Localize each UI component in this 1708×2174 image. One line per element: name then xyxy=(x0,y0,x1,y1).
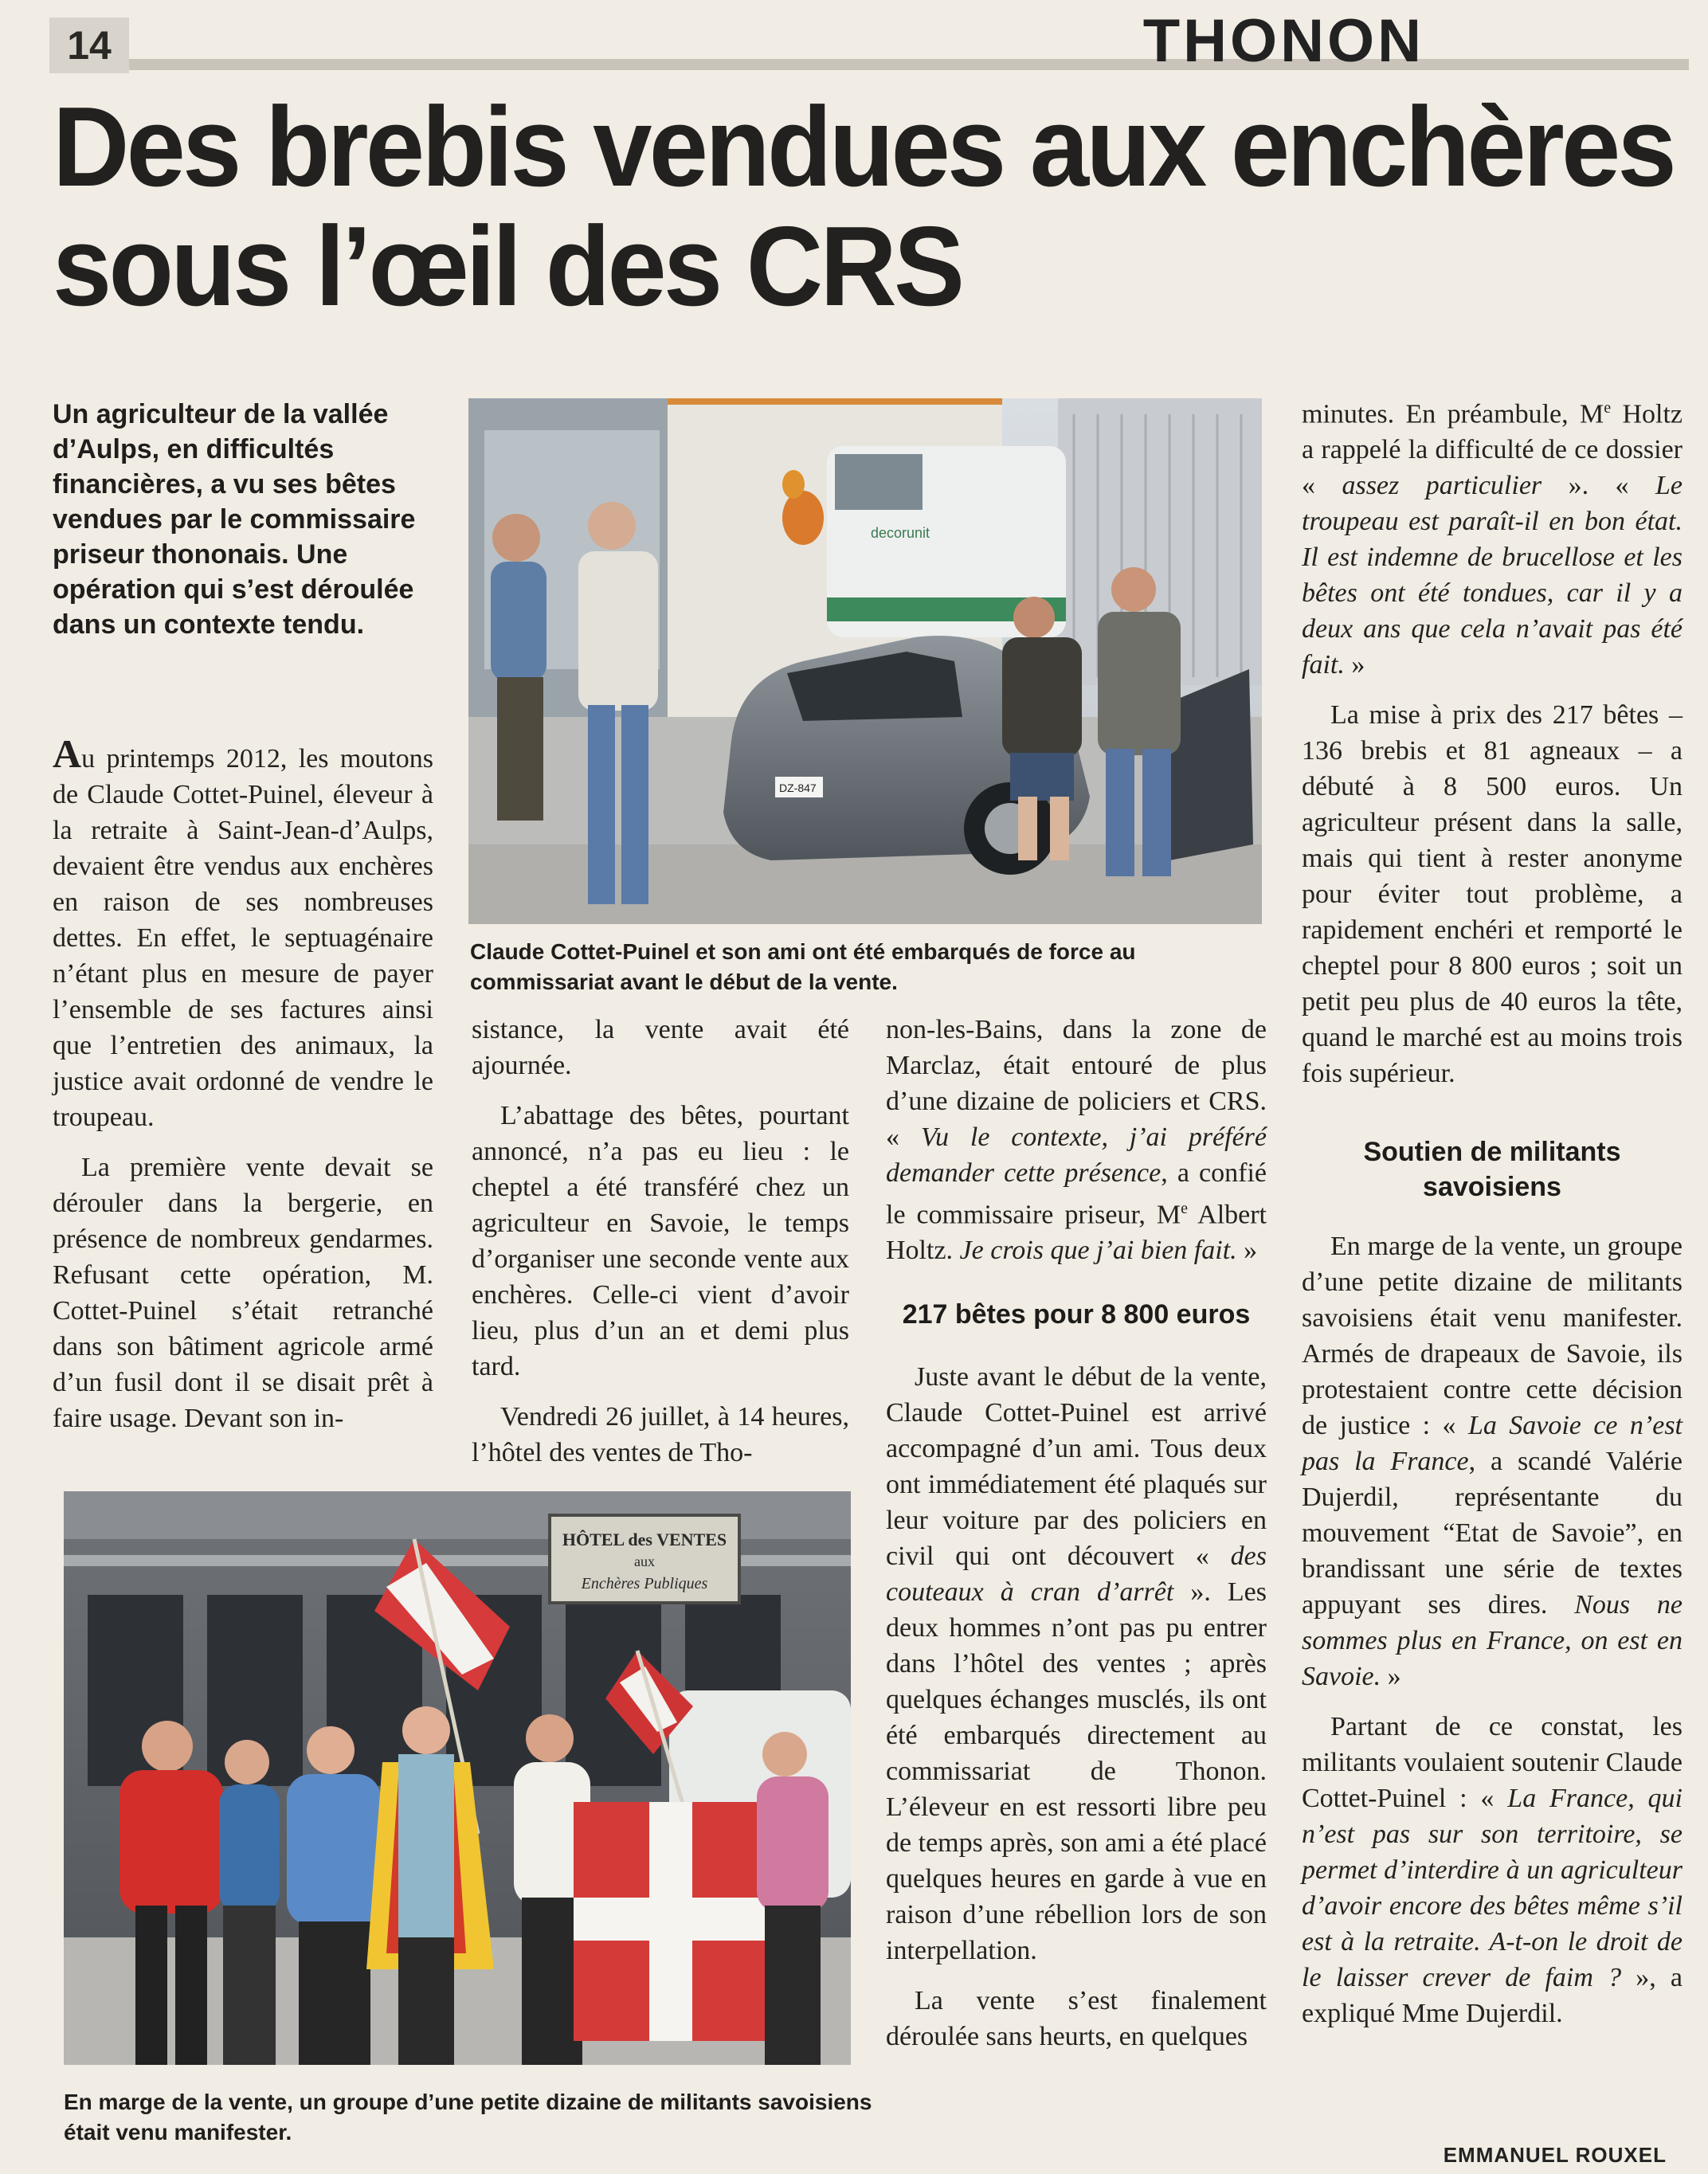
column-3-paragraph-2: Juste avant le début de la vente, Claude Cottet-Puinel est arrivé accompagné d’un ami. Tous deux ont immédiatement été plaqués sur leur voiture par des policiers en civil qui ont découvert « des couteaux à cran d’arrêt ». Les deux hommes n’ont pas pu entrer dans l’hôtel des ventes ; après quelques échanges musclés, ils ont été embarqués directement au commissariat de Thonon. L’éleveur en est ressorti libre peu de temps après, son ami a été placé quelques heures en garde à vue en raison d’une rébellion lors de son interpellation. xyxy=(886,1362,1267,1966)
photo-arrest xyxy=(468,398,1262,924)
column-2-paragraph-2: L’abattage des bêtes, pourtant annoncé, n’a pas eu lieu : le cheptel a été transféré chez un agriculteur en Savoie, le temps d’organiser une seconde vente aux enchères. Celle-ci vient d’avoir lieu, plus d’un an et demi plus tard. xyxy=(472,1101,849,1381)
column-1 xyxy=(53,731,433,1451)
savoy-flag xyxy=(574,1802,765,2041)
column-3 xyxy=(886,1012,1267,2069)
photo-protesters-caption: En marge de la vente, un groupe d’une petite dizaine de militants savoisiens était venu manifester. xyxy=(64,2090,872,2145)
drop-cap: A xyxy=(53,731,82,776)
protester-6 xyxy=(757,1732,829,2065)
photo-protesters xyxy=(64,1491,851,2065)
protester-3 xyxy=(287,1726,381,2065)
column-2-paragraph-3: Vendredi 26 juillet, à 14 heures, l’hôtel des ventes de Tho- xyxy=(472,1402,849,1467)
column-3-paragraph-3: La vente s’est finalement déroulée sans heurts, en quelques xyxy=(886,1986,1267,2052)
license-plate: DZ-847 xyxy=(779,781,817,794)
column-4-paragraph-4: Partant de ce constat, les militants voulaient soutenir Claude Cottet-Puinel : « La France, qui n’est pas sur son territoire, se permet d’interdire à un agriculteur d’avoir encore des bêtes même s’il est à la retraite. A-t-on le droit de le laisser crever de faim ? », a expliqué Mme Dujerdil. xyxy=(1302,1712,1683,2029)
column-2-paragraph-1: sistance, la vente avait été ajournée. xyxy=(472,1015,849,1080)
headline xyxy=(53,84,1674,330)
column-1-paragraph-2: La première vente devait se dérouler dans la bergerie, en présence de nombreux gendarmes. Refusant cette opération, M. Cottet-Puinel s’était retranché dans son bâtiment agricole armé d’un fusil dont il se disait prêt à faire usage. Devant son in- xyxy=(53,1153,433,1433)
column-4-paragraph-3: En marge de la vente, un groupe d’une petite dizaine de militants savoisiens était venu manifester. Armés de drapeaux de Savoie, ils protestaient contre cette décision de justice : « La Savoie ce n’est pas la France, a scandé Valérie Dujerdil, représentante du mouvement “Etat de Savoie”, en brandissant une série de textes appuyant ses dires. Nous ne sommes plus en France, on est en Savoie. » xyxy=(1302,1232,1683,1692)
byline: EMMANUEL ROUXEL xyxy=(1443,2143,1667,2167)
auction-house-sign xyxy=(550,1515,739,1603)
photo-arrest-caption: Claude Cottet-Puinel et son ami ont été embarqués de force au commissariat avant le début de la vente. xyxy=(470,939,1136,994)
subheading-sale: 217 bêtes pour 8 800 euros xyxy=(902,1299,1251,1330)
page-number: 14 xyxy=(49,18,129,73)
column-4 xyxy=(1302,390,1683,2046)
svg-text:Enchères Publiques: Enchères Publiques xyxy=(581,1575,708,1592)
headline-line-1: Des brebis vendues aux enchères xyxy=(53,84,1674,210)
lead-paragraph: Un agriculteur de la vallée d’Aulps, en difficultés financières, a vu ses bêtes vendues par le commissaire priseur thononais. Une opération qui s’est déroulée dans un contexte tendu. xyxy=(53,399,416,640)
photo-protesters-image xyxy=(64,1491,851,2065)
column-2 xyxy=(472,1012,849,1485)
headline-line-2: sous l’œil des CRS xyxy=(53,203,962,330)
subheading-support: Soutien de militants savoisiens xyxy=(1363,1137,1621,1203)
protester-2 xyxy=(219,1740,280,2065)
column-3-paragraph-1: non-les-Bains, dans la zone de Marclaz, était entouré de plus d’une dizaine de policiers et CRS. « Vu le contexte, j’ai préféré demander cette présence, a confié le commissaire priseur, Me Albert Holtz. Je crois que j’ai bien fait. » xyxy=(886,1015,1267,1266)
svg-text:HÔTEL des VENTES: HÔTEL des VENTES xyxy=(562,1530,727,1549)
column-4-paragraph-2: La mise à prix des 217 bêtes – 136 brebis et 81 agneaux – a débuté à 8 500 euros. Un agriculteur présent dans la salle, mais qui tient à rester anonyme pour éviter tout problème, a rapidement enchéri et remporté le cheptel pour 8 800 euros ; soit un petit peu plus de 40 euros la tête, quand le marché est au moins trois fois supérieur. xyxy=(1302,700,1683,1089)
photo-arrest-image xyxy=(468,398,1262,924)
section-name: THONON xyxy=(1142,7,1424,75)
column-4-paragraph-1: minutes. En préambule, Me Holtz a rappelé la difficulté de ce dossier « assez particulier ». « Le troupeau est paraît-il en bon état. Il est indemne de brucellose et les bêtes ont été tondues, car il y a deux ans que cela n’avait pas été fait. » xyxy=(1302,399,1683,680)
svg-text:aux: aux xyxy=(634,1553,655,1569)
header-rule xyxy=(49,59,1689,70)
van-lettering: decorunit xyxy=(871,525,930,541)
column-1-paragraph-1: Au printemps 2012, les moutons de Claude Cottet-Puinel, éleveur à la retraite à Saint-Jean-d’Aulps, devaient être vendus aux enchères en raison de ses nombreuses dettes. En effet, le septuagénaire n’étant plus en mesure de payer l’ensemble de ses factures ainsi que l’entretien des animaux, la justice avait ordonné de vendre le troupeau. xyxy=(53,731,433,1132)
